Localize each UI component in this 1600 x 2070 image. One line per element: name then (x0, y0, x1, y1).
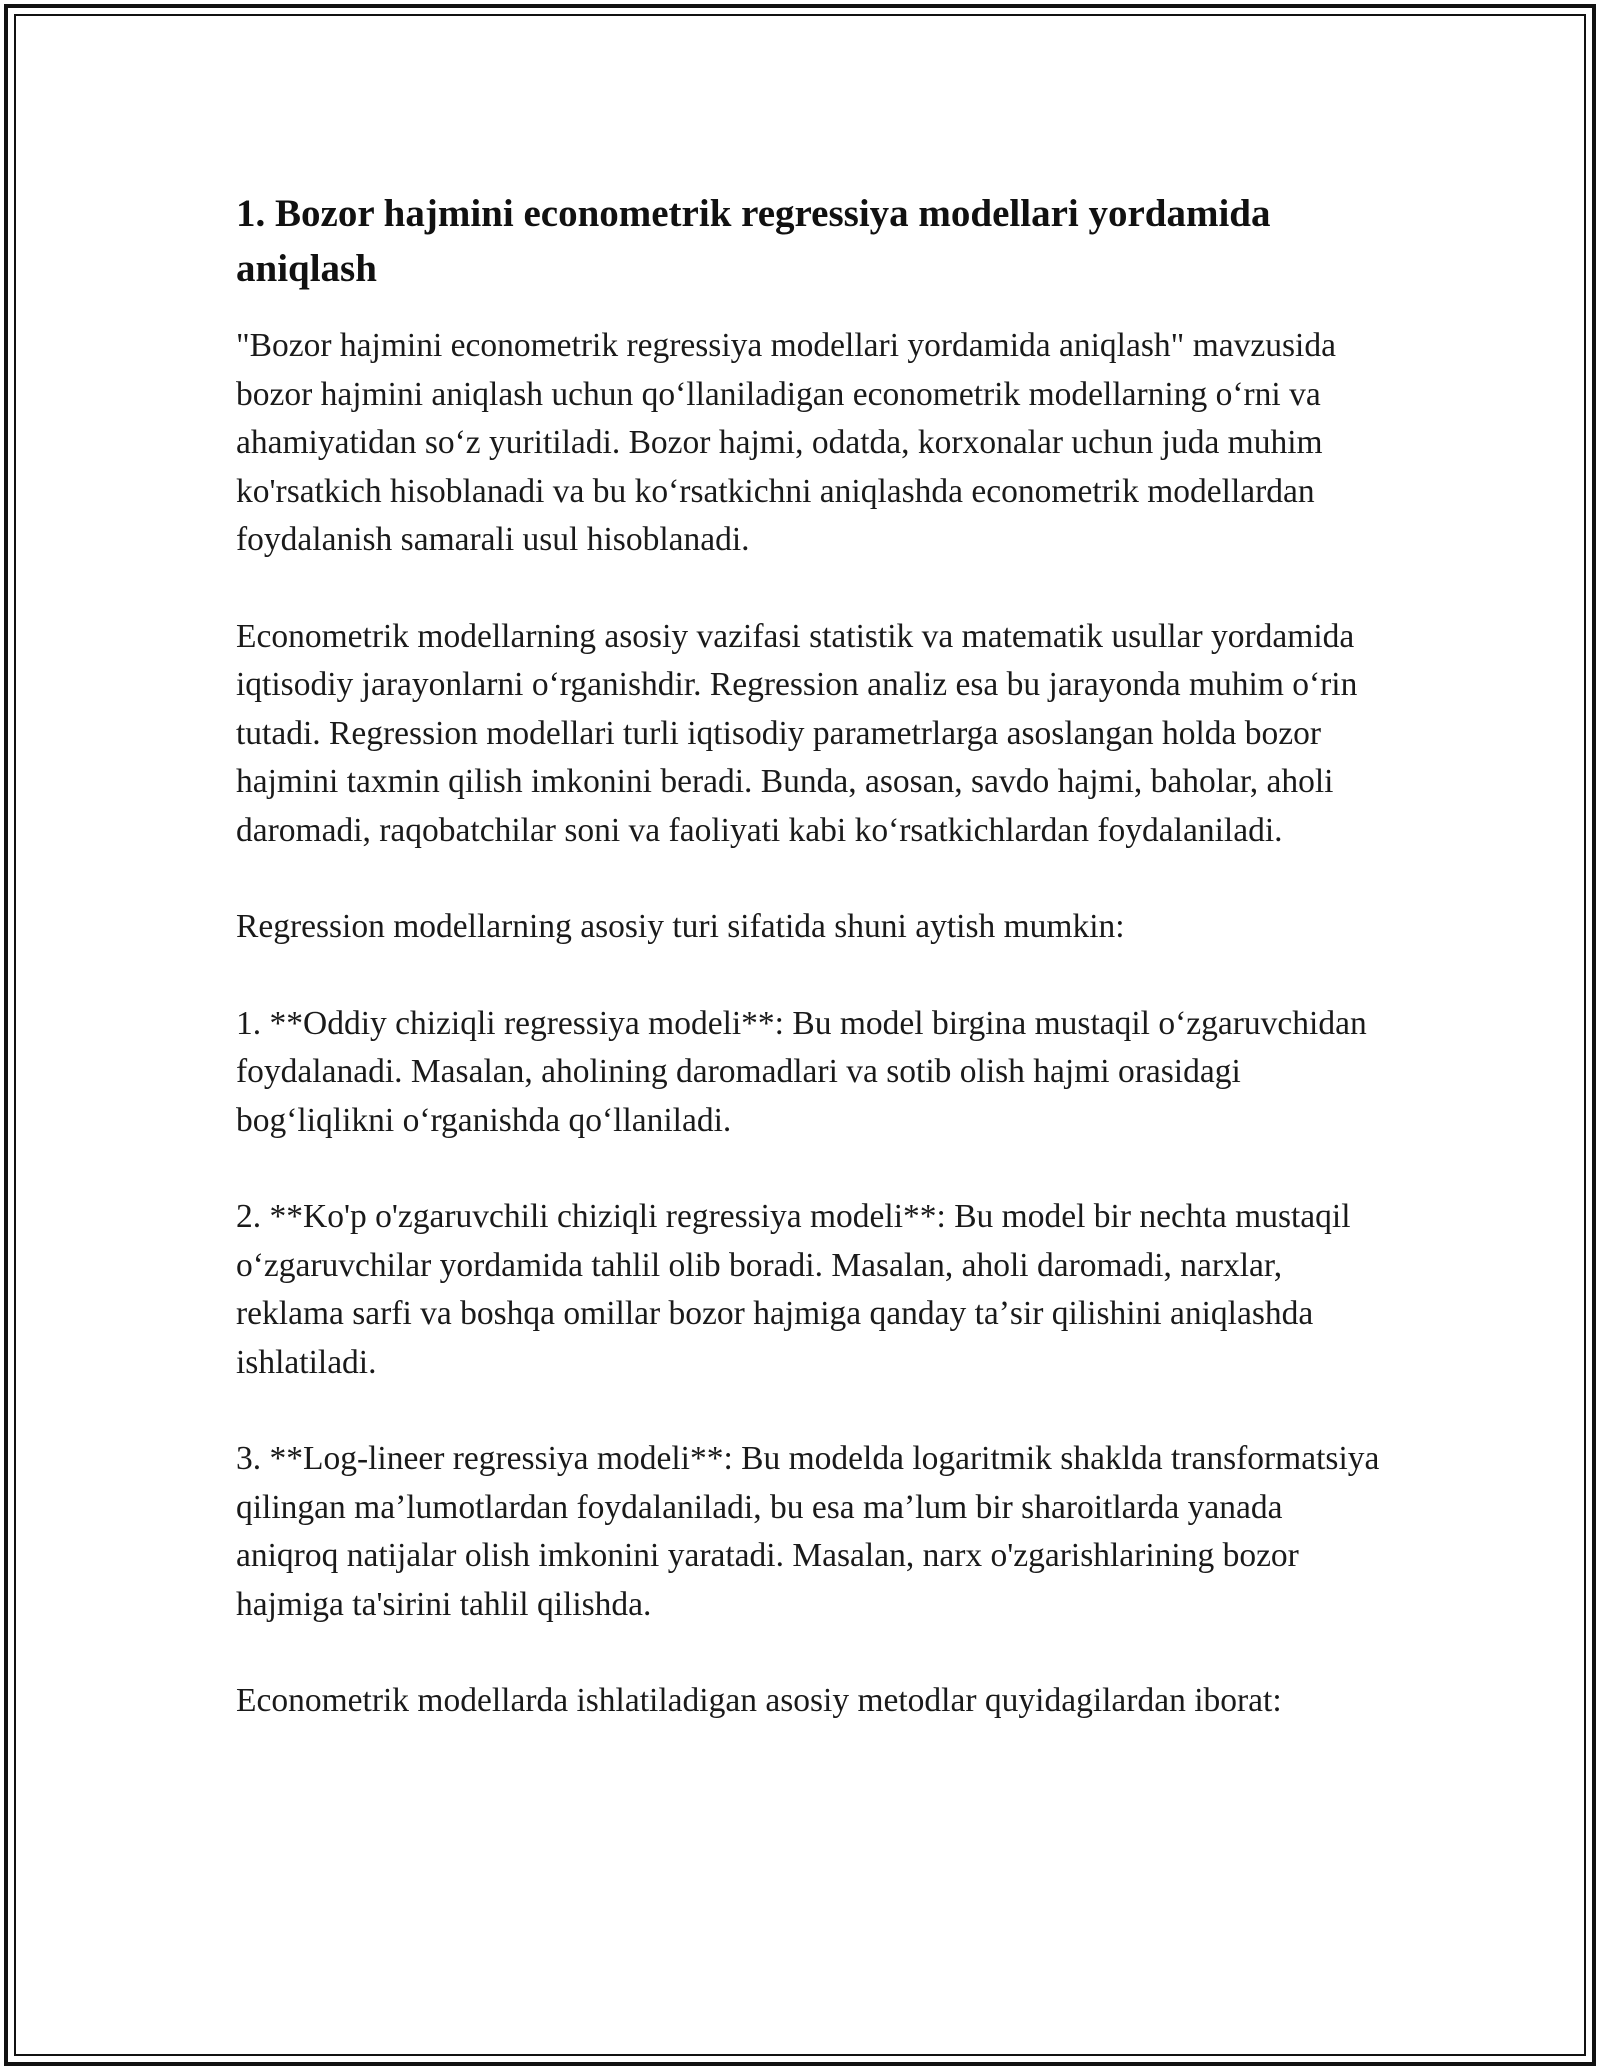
paragraph-methods-intro: Econometrik modellarda ishlatiladigan asosiy metodlar quyidagilardan iborat: (236, 1682, 1282, 1719)
list-item-simple-linear-model: 1. **Oddiy chiziqli regressiya modeli**: Bu model birgina mustaqil oʻzgaruvchidan foydalanadi. Masalan, aholining daromadlari va sotib olish hajmi orasidagi bogʻliqlikni oʻrganishda qoʻllaniladi. (236, 1004, 1367, 1139)
list-item-multiple-linear-model: 2. **Ko'p o'zgaruvchili chiziqli regressiya modeli**: Bu model bir nechta mustaqil oʻzgaruvchilar yordamida tahlil olib boradi. Masalan, aholi daromadi, narxlar, reklama sarfi va boshqa omillar bozor hajmiga qanday taʼsir qilishini aniqlashda ishlatiladi. (236, 1198, 1351, 1381)
section-title: 1. Bozor hajmini econometrik regressiya modellari yordamida aniqlash (236, 192, 1271, 290)
paragraph-econometric-tasks: Econometrik modellarning asosiy vazifasi statistik va matematik usullar yordamida iqtisodiy jarayonlarni oʻrganishdir. Regression analiz esa bu jarayonda muhim oʻrin tutadi. Regression modellari turli iqtisodiy parametrlarga asoslangan holda bozor hajmini taxmin qilish imkonini beradi. Bunda, asosan, savdo hajmi, baholar, aholi daromadi, raqobatchilar soni va faoliyati kabi koʻrsatkichlardan foydalaniladi. (236, 617, 1358, 849)
document-body (236, 186, 1386, 1774)
paragraph-model-types-intro: Regression modellarning asosiy turi sifatida shuni aytish mumkin: (236, 908, 1125, 945)
paragraph-intro: "Bozor hajmini econometrik regressiya modellari yordamida aniqlash" mavzusida bozor hajmini aniqlash uchun qoʻllaniladigan econometrik modellarning oʻrni va ahamiyatidan soʻz yuritiladi. Bozor hajmi, odatda, korxonalar uchun juda muhim ko'rsatkich hisoblanadi va bu koʻrsatkichni aniqlashda econometrik modellardan foydalanish samarali usul hisoblanadi. (236, 327, 1336, 558)
list-item-log-linear-model: 3. **Log-lineer regressiya modeli**: Bu modelda logaritmik shaklda transformatsiya qilingan maʼlumotlardan foydalaniladi, bu esa maʼlum bir sharoitlarda yanada aniqroq natijalar olish imkonini yaratadi. Masalan, narx o'zgarishlarining bozor hajmiga ta'sirini tahlil qilishda. (236, 1440, 1380, 1623)
